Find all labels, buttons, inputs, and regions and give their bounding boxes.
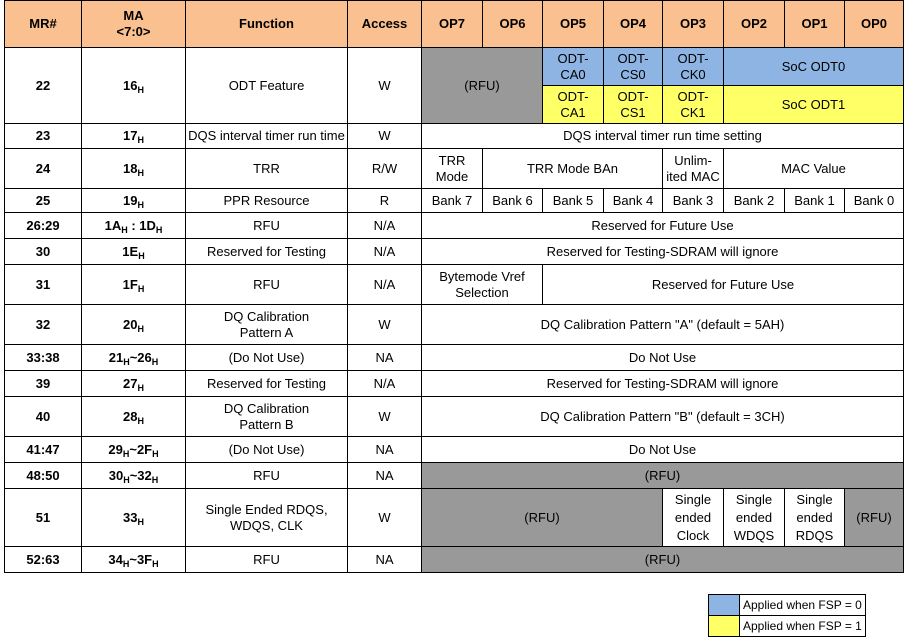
ma-address <box>82 397 186 437</box>
ma-suffix: H <box>137 283 145 294</box>
access-type: R <box>348 189 422 213</box>
function-name: (Do Not Use) <box>186 345 348 371</box>
header-op1: OP1 <box>785 1 845 48</box>
trr-mode-ban-cell: TRR Mode BAn <box>483 149 663 189</box>
ma-suffix: H <box>137 516 144 527</box>
mr-number: 52:63 <box>5 547 82 573</box>
function-name: Reserved for Testing <box>186 239 348 265</box>
op-field: DQ Calibration Pattern "A" (default = 5AH) <box>422 305 904 345</box>
ma-value: 17 <box>123 128 138 143</box>
single-ended-rdqs-cell <box>785 489 845 547</box>
mr-number: 39 <box>5 371 82 397</box>
bank-cell: Bank 7 <box>422 189 483 213</box>
legend-row <box>709 595 866 616</box>
header-op5: OP5 <box>543 1 604 48</box>
ma-address <box>82 345 186 371</box>
ma-address <box>82 305 186 345</box>
single-ended-rdqs-line2: ended <box>796 509 833 525</box>
op-field: Reserved for Future Use <box>543 265 904 305</box>
function-line1: Single Ended RDQS, <box>205 501 328 517</box>
access-type: N/A <box>348 239 422 265</box>
op-field: DQS interval timer run time setting <box>422 124 904 149</box>
single-ended-clock-line2: ended <box>674 509 712 525</box>
odt-ca0-cell <box>543 48 604 86</box>
mr-number: 33:38 <box>5 345 82 371</box>
mr-number: 23 <box>5 124 82 149</box>
single-ended-rdqs-line1: Single <box>796 491 833 507</box>
table-row <box>5 397 904 437</box>
ma-suffix: H <box>137 323 144 334</box>
ma-separator: ~ <box>129 441 137 457</box>
ma-address <box>82 371 186 397</box>
table-row <box>5 189 904 213</box>
ma-suffix: H <box>155 224 163 235</box>
rfu-cell: (RFU) <box>845 489 904 547</box>
table-row <box>5 489 904 547</box>
single-ended-wdqs-line1: Single <box>735 491 773 507</box>
fsp-legend <box>708 594 866 637</box>
table-row <box>5 463 904 489</box>
bytemode-vref-line1: Bytemode Vref <box>439 268 525 284</box>
odt-ca0-line1: ODT- <box>557 50 589 66</box>
odt-ca1-line2: CA1 <box>560 104 586 120</box>
trr-mode-cell <box>422 149 483 189</box>
function-name: RFU <box>186 463 348 489</box>
ma-suffix: H <box>137 199 144 210</box>
function-name: RFU <box>186 213 348 239</box>
function-line1: DQ Calibration <box>223 308 310 324</box>
rfu-cell: (RFU) <box>422 489 663 547</box>
bank-cell: Bank 0 <box>845 189 904 213</box>
ma-value: 26 <box>137 349 152 365</box>
ma-value: 16 <box>123 77 138 93</box>
odt-cs0-cell <box>604 48 663 86</box>
access-type: W <box>348 305 422 345</box>
odt-ck1-line2: CK1 <box>680 104 706 120</box>
table-row <box>5 371 904 397</box>
ma-address <box>82 239 186 265</box>
trr-mode-line1: TRR <box>438 152 466 168</box>
ma-suffix: H <box>138 250 145 261</box>
header-ma-line1: MA <box>123 8 144 23</box>
mac-value-cell: MAC Value <box>724 149 904 189</box>
ma-suffix: H <box>137 382 144 393</box>
function-line2: Pattern B <box>239 416 294 432</box>
access-type: N/A <box>348 213 422 239</box>
access-type: W <box>348 397 422 437</box>
ma-suffix: H <box>151 356 159 367</box>
ma-separator: ~ <box>129 551 137 567</box>
function-line1: DQ Calibration <box>223 400 310 416</box>
op-field: Reserved for Testing-SDRAM will ignore <box>422 371 904 397</box>
legend-swatch-blue <box>709 595 740 616</box>
access-type: NA <box>348 437 422 463</box>
unlimited-mac-line2: ited MAC <box>666 168 720 184</box>
table-row <box>5 265 904 305</box>
unlimited-mac-line1: Unlim- <box>674 152 712 168</box>
ma-suffix: H <box>151 474 159 485</box>
soc-odt1-cell: SoC ODT1 <box>724 86 904 124</box>
function-name: Reserved for Testing <box>186 371 348 397</box>
odt-ck1-line1: ODT- <box>677 88 709 104</box>
single-ended-wdqs-cell <box>724 489 785 547</box>
table-row <box>5 547 904 573</box>
single-ended-clock-line3: Clock <box>676 527 710 543</box>
table-row <box>5 48 904 86</box>
ma-value: 34 <box>108 551 123 567</box>
mr-number: 40 <box>5 397 82 437</box>
header-access: Access <box>348 1 422 48</box>
function-name <box>186 397 348 437</box>
odt-ck1-cell <box>663 86 724 124</box>
ma-address <box>82 463 186 489</box>
table-row <box>5 124 904 149</box>
trr-mode-line2: Mode <box>435 168 469 184</box>
mr-number: 32 <box>5 305 82 345</box>
odt-ck0-line1: ODT- <box>677 50 709 66</box>
ma-address <box>82 124 186 149</box>
access-type: NA <box>348 463 422 489</box>
function-name: RFU <box>186 265 348 305</box>
ma-suffix: H <box>152 448 159 459</box>
ma-value: 29 <box>108 441 123 457</box>
ma-suffix: H <box>123 356 130 367</box>
function-name: TRR <box>186 149 348 189</box>
table-row <box>5 305 904 345</box>
mr-number: 30 <box>5 239 82 265</box>
bytemode-vref-line2: Selection <box>455 284 509 300</box>
ma-separator: ~ <box>129 349 138 365</box>
function-name <box>186 489 348 547</box>
ma-suffix: H <box>137 84 144 95</box>
header-op3: OP3 <box>663 1 724 48</box>
ma-value: 1E <box>122 243 139 259</box>
ma-address <box>82 265 186 305</box>
ma-value: 3F <box>136 551 153 567</box>
ma-address <box>82 489 186 547</box>
odt-ca1-line1: ODT- <box>557 88 589 104</box>
ma-suffix: H <box>152 558 159 569</box>
bytemode-vref-cell <box>422 265 543 305</box>
op-field: Do Not Use <box>422 437 904 463</box>
ma-suffix: H <box>137 415 144 426</box>
ma-address <box>82 48 186 124</box>
access-type: NA <box>348 345 422 371</box>
mr-number: 51 <box>5 489 82 547</box>
function-line2: Pattern A <box>239 324 294 340</box>
mr-number: 41:47 <box>5 437 82 463</box>
mr-number: 26:29 <box>5 213 82 239</box>
header-op0: OP0 <box>845 1 904 48</box>
mr-number: 48:50 <box>5 463 82 489</box>
bank-cell: Bank 2 <box>724 189 785 213</box>
access-type: N/A <box>348 265 422 305</box>
table-row <box>5 345 904 371</box>
table-row <box>5 149 904 189</box>
header-row <box>5 1 904 48</box>
ma-value: 30 <box>108 467 124 483</box>
odt-ck0-cell <box>663 48 724 86</box>
ma-suffix: H <box>122 558 130 569</box>
odt-cs1-line1: ODT- <box>617 88 649 104</box>
ma-value: 28 <box>123 408 138 424</box>
mr-number: 24 <box>5 149 82 189</box>
op-field: Reserved for Testing-SDRAM will ignore <box>422 239 904 265</box>
ma-value: 1A <box>104 217 122 233</box>
ma-suffix: H <box>121 224 128 235</box>
ma-address <box>82 213 186 239</box>
access-type: R/W <box>348 149 422 189</box>
function-name <box>186 305 348 345</box>
function-name: RFU <box>186 547 348 573</box>
function-line2: WDQS, CLK <box>230 517 303 533</box>
mode-register-table <box>4 0 904 573</box>
ma-address <box>82 547 186 573</box>
table-row <box>5 437 904 463</box>
header-op4: OP4 <box>604 1 663 48</box>
ma-value: 33 <box>123 509 138 525</box>
ma-suffix: H <box>122 448 130 459</box>
op-field: Do Not Use <box>422 345 904 371</box>
legend-label: Applied when FSP = 1 <box>740 616 866 637</box>
bank-cell: Bank 5 <box>543 189 604 213</box>
bank-cell: Bank 1 <box>785 189 845 213</box>
legend-label: Applied when FSP = 0 <box>740 595 866 616</box>
odt-ca1-cell <box>543 86 604 124</box>
header-ma-line2: <7:0> <box>116 24 151 39</box>
access-type: N/A <box>348 371 422 397</box>
access-type: W <box>348 489 422 547</box>
bank-cell: Bank 6 <box>483 189 543 213</box>
ma-separator: ~ <box>129 467 138 483</box>
bank-cell: Bank 3 <box>663 189 724 213</box>
rfu-cell: (RFU) <box>422 48 543 124</box>
odt-ck0-line2: CK0 <box>680 66 706 82</box>
ma-address <box>82 189 186 213</box>
table-row <box>5 213 904 239</box>
odt-cs0-line1: ODT- <box>617 50 649 66</box>
mr-number: 25 <box>5 189 82 213</box>
single-ended-wdqs-line3: WDQS <box>733 527 775 543</box>
soc-odt0-cell: SoC ODT0 <box>724 48 904 86</box>
header-op6: OP6 <box>483 1 543 48</box>
odt-cs1-cell <box>604 86 663 124</box>
ma-suffix: H <box>137 135 144 145</box>
single-ended-clock-cell <box>663 489 724 547</box>
mr-number: 22 <box>5 48 82 124</box>
mr-number: 31 <box>5 265 82 305</box>
single-ended-clock-line1: Single <box>674 491 712 507</box>
bank-cell: Bank 4 <box>604 189 663 213</box>
op-field: Reserved for Future Use <box>422 213 904 239</box>
header-ma <box>82 1 186 48</box>
table-row <box>5 239 904 265</box>
function-name: ODT Feature <box>186 48 348 124</box>
function-name: (Do Not Use) <box>186 437 348 463</box>
header-function: Function <box>186 1 348 48</box>
header-op7: OP7 <box>422 1 483 48</box>
ma-suffix: H <box>137 167 144 178</box>
legend-row <box>709 616 866 637</box>
ma-address <box>82 149 186 189</box>
odt-ca0-line2: CA0 <box>560 66 586 82</box>
access-type: NA <box>348 547 422 573</box>
ma-value: 32 <box>137 467 152 483</box>
odt-cs0-line2: CS0 <box>620 66 646 82</box>
header-op2: OP2 <box>724 1 785 48</box>
ma-value: 2F <box>136 441 153 457</box>
op-field: DQ Calibration Pattern "B" (default = 3CH) <box>422 397 904 437</box>
ma-suffix: H <box>123 474 130 485</box>
ma-value: 27 <box>123 375 138 391</box>
ma-separator: : <box>127 217 140 233</box>
ma-value: 1F <box>122 276 138 292</box>
ma-value: 18 <box>123 160 138 176</box>
ma-address <box>82 437 186 463</box>
single-ended-wdqs-line2: ended <box>735 509 773 525</box>
unlimited-mac-cell <box>663 149 724 189</box>
function-name: PPR Resource <box>186 189 348 213</box>
ma-value: 21 <box>108 349 124 365</box>
legend-swatch-yellow <box>709 616 740 637</box>
rfu-cell: (RFU) <box>422 547 904 573</box>
function-name: DQS interval timer run time <box>186 124 348 149</box>
odt-cs1-line2: CS1 <box>620 104 646 120</box>
ma-value: 20 <box>123 316 138 332</box>
ma-value: 19 <box>123 192 138 208</box>
header-mr: MR# <box>5 1 82 48</box>
rfu-cell: (RFU) <box>422 463 904 489</box>
access-type: W <box>348 48 422 124</box>
access-type: W <box>348 124 422 149</box>
single-ended-rdqs-line3: RDQS <box>795 527 834 543</box>
ma-value: 1D <box>139 217 156 233</box>
